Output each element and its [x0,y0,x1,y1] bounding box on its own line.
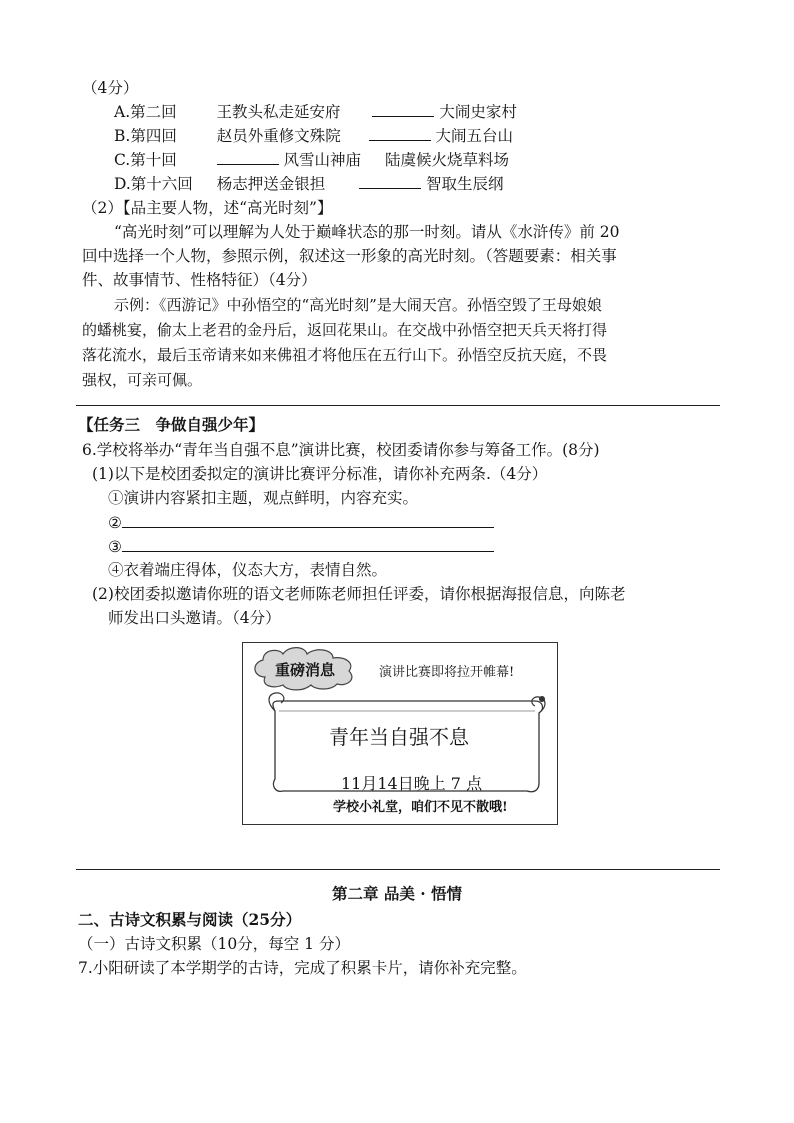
option-b-blank[interactable] [369,125,431,141]
option-b-right: 大闹五台山 [435,127,514,145]
event-poster [242,642,558,825]
q7-prompt: 7.小阳研读了本学期学的古诗，完成了积累卡片，请你补充完整。 [78,959,527,977]
example-line-4: 强权，可亲可佩。 [82,371,203,389]
option-c-blank[interactable] [217,149,279,165]
poster-time: 11月14日晚上 7 点 [341,774,483,793]
option-d-right: 智取生辰纲 [426,175,504,193]
section-title: 二、古诗文积累与阅读（25分） [78,910,302,929]
option-a-right: 大闹史家村 [439,103,517,121]
example-line-1: 示例：《西游记》中孙悟空的“高光时刻”是大闹天宫。孙悟空毁了王母娘娘 [114,296,602,314]
chapter-title: 第二章 品美 · 悟情 [331,884,463,903]
option-a-left: 王教头私走延安府 [216,103,341,121]
divider-2 [76,869,720,870]
criterion-3 [108,536,494,557]
part2-line-1: “高光时刻”可以理解为人处于巅峰状态的那一时刻。请从《水浒传》前 20 [114,223,620,241]
option-d [114,173,504,194]
q6-prompt: 6.学校将举办“青年当自强不息”演讲比赛，校团委请你参与筹备工作。(8分) [82,441,600,459]
option-c-right: 陆虞候火烧草料场 [384,151,509,169]
part2-line-3: 件、故事情节、性格特征）（4分） [82,271,317,289]
criterion-3-blank[interactable] [122,536,494,552]
poster-cloud-text: 重磅消息 [275,661,336,679]
option-a-blank[interactable] [372,101,434,117]
poster-scroll-text: 青年当自强不息 [329,725,469,749]
criterion-2-blank[interactable] [122,512,494,528]
option-b-letter: B.第四回 [114,127,177,145]
criterion-3-label: ③ [108,538,122,556]
part2-title: （2）【品主要人物，述“高光时刻”】 [82,199,333,217]
criterion-2 [108,512,494,533]
criterion-1: ①演讲内容紧扣主题，观点鲜明，内容充实。 [108,489,419,507]
subsection-title: （一）古诗文积累（10分，每空 1 分） [78,935,350,953]
option-d-left: 杨志押送金银担 [216,175,326,193]
example-line-2: 的蟠桃宴，偷太上老君的金丹后，返回花果山。在交战中孙悟空把天兵天将打得 [82,321,608,339]
option-b [114,125,513,146]
q6-sub2-line-1: (2)校团委拟邀请你班的语文老师陈老师担任评委，请你根据海报信息，向陈老 [92,585,626,603]
q5-score: （4分） [82,79,139,97]
option-d-letter: D.第十六回 [114,175,193,193]
task3-title: 【任务三 争做自强少年】 [78,415,265,434]
option-c-left: 风雪山神庙 [283,151,362,169]
criterion-4: ④衣着端庄得体，仪态大方，表情自然。 [108,561,388,579]
option-b-left: 赵员外重修文殊院 [216,127,341,145]
part2-line-2: 回中选择一个人物，参照示例，叙述这一形象的高光时刻。（答题要素：相关事 [82,247,617,265]
divider-1 [76,405,720,406]
q6-sub2-line-2: 师发出口头邀请。（4分） [108,609,281,627]
example-line-3: 落花流水，最后玉帝请来如来佛祖才将他压在五行山下。孙悟空反抗天庭，不畏 [82,346,608,364]
option-a [114,101,517,122]
criterion-2-label: ② [108,514,122,532]
option-d-blank[interactable] [359,173,421,189]
poster-place: 学校小礼堂，咱们不见不散哦! [333,800,508,815]
option-c [114,149,509,170]
poster-headline: 演讲比赛即将拉开帷幕! [379,665,515,680]
q6-sub1: (1)以下是校团委拟定的演讲比赛评分标准，请你补充两条.（4分） [92,465,548,483]
option-c-letter: C.第十回 [114,151,177,169]
option-a-letter: A.第二回 [114,103,177,121]
